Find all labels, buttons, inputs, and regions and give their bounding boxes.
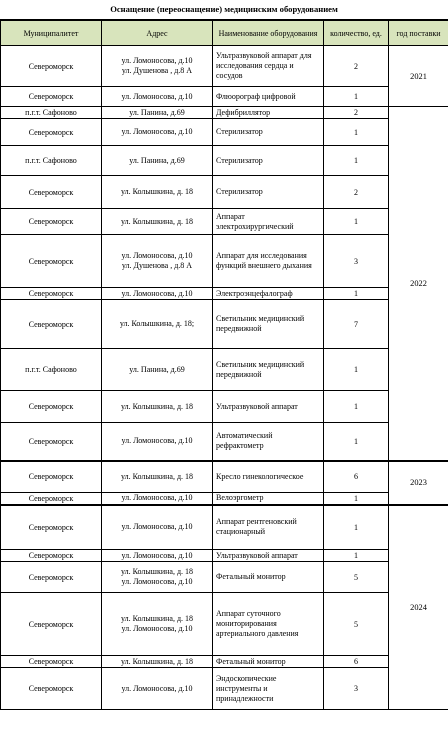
cell-address — [102, 209, 213, 235]
column-header-year: год поставки — [389, 21, 448, 46]
cell-municipality: Североморск — [1, 119, 102, 146]
cell-quantity: 2 — [324, 46, 389, 87]
cell-address — [102, 46, 213, 87]
cell-equipment: Аппарат для исследования функций внешнего дыхания — [213, 235, 324, 288]
cell-equipment: Ультразвуковой аппарат — [213, 550, 324, 562]
table-row — [1, 349, 448, 391]
cell-municipality: Североморск — [1, 209, 102, 235]
cell-municipality: Североморск — [1, 550, 102, 562]
cell-equipment: Аппарат рентгеновский стационарный — [213, 505, 324, 550]
address-line: ул. Ломоносова, д.10 — [121, 624, 193, 633]
cell-address — [102, 423, 213, 461]
table-body — [1, 46, 448, 710]
table-row — [1, 87, 448, 107]
table-row — [1, 461, 448, 493]
address-line: ул. Ломоносова, д.10 — [121, 288, 193, 298]
address-line: ул. Колышкина, д. 18 — [120, 216, 194, 226]
address-line: ул. Колышкина, д. 18 — [120, 614, 194, 623]
address-line: ул. Панина, д.69 — [129, 155, 185, 165]
cell-quantity: 5 — [324, 593, 389, 656]
address-line: ул. Ломоносова, д.10 — [121, 251, 193, 260]
cell-address — [102, 550, 213, 562]
cell-quantity: 1 — [324, 87, 389, 107]
cell-equipment: Автоматический рефрактометр — [213, 423, 324, 461]
cell-year: 2022 — [389, 107, 448, 461]
cell-address — [102, 391, 213, 423]
cell-equipment: Стерилизатор — [213, 119, 324, 146]
address-line: ул. Ломоносова, д.10 — [121, 127, 193, 136]
address-line: ул. Ломоносова, д.10 — [121, 522, 193, 532]
address-line: ул. Ломоносова, д.10 — [121, 550, 193, 560]
cell-address — [102, 562, 213, 593]
table-row — [1, 391, 448, 423]
cell-quantity: 1 — [324, 493, 389, 505]
table-row — [1, 300, 448, 349]
cell-year: 2024 — [389, 505, 448, 710]
cell-municipality: Североморск — [1, 391, 102, 423]
cell-equipment: Флюорограф цифровой — [213, 87, 324, 107]
cell-quantity: 2 — [324, 176, 389, 209]
address-line: ул. Колышкина, д. 18 — [120, 187, 194, 196]
table-row — [1, 423, 448, 461]
cell-municipality: Североморск — [1, 461, 102, 493]
cell-address — [102, 493, 213, 505]
cell-quantity: 6 — [324, 656, 389, 668]
cell-equipment: Дефибриллятор — [213, 107, 324, 119]
cell-quantity: 3 — [324, 668, 389, 710]
cell-quantity: 3 — [324, 235, 389, 288]
column-header-municipality: Муниципалитет — [1, 21, 102, 46]
cell-equipment: Светильник медицинский передвижной — [213, 300, 324, 349]
cell-address — [102, 349, 213, 391]
table-row — [1, 505, 448, 550]
cell-equipment: Велоэргометр — [213, 493, 324, 505]
cell-address — [102, 119, 213, 146]
cell-address — [102, 146, 213, 176]
cell-municipality: Североморск — [1, 235, 102, 288]
cell-municipality: Североморск — [1, 87, 102, 107]
cell-municipality: Североморск — [1, 668, 102, 710]
column-header-equipment: Наименование оборудования — [213, 21, 324, 46]
cell-municipality: Североморск — [1, 593, 102, 656]
table-row — [1, 235, 448, 288]
cell-address — [102, 593, 213, 656]
cell-year: 2021 — [389, 46, 448, 107]
cell-quantity: 2 — [324, 107, 389, 119]
table-row — [1, 668, 448, 710]
cell-equipment: Фетальный монитор — [213, 656, 324, 668]
cell-quantity: 1 — [324, 550, 389, 562]
address-line: ул. Панина, д.69 — [129, 107, 185, 117]
cell-quantity: 1 — [324, 119, 389, 146]
cell-address — [102, 300, 213, 349]
table-row — [1, 146, 448, 176]
cell-quantity: 1 — [324, 349, 389, 391]
address-line: ул. Душенова , д.8 А — [121, 66, 193, 75]
address-line: ул. Колышкина, д. 18 — [120, 656, 194, 666]
address-line: ул. Колышкина, д. 18 — [120, 471, 194, 481]
address-line: ул. Ломоносова, д.10 — [121, 577, 193, 586]
table-row — [1, 107, 448, 119]
table-row — [1, 119, 448, 146]
cell-municipality: Североморск — [1, 46, 102, 87]
cell-quantity: 5 — [324, 562, 389, 593]
cell-equipment: Эндоскопические инструменты и принадлежности — [213, 668, 324, 710]
cell-municipality: п.г.т. Сафоново — [1, 107, 102, 119]
cell-quantity: 6 — [324, 461, 389, 493]
column-header-address: Адрес — [102, 21, 213, 46]
cell-address — [102, 505, 213, 550]
cell-equipment: Кресло гинекологическое — [213, 461, 324, 493]
cell-municipality: Североморск — [1, 423, 102, 461]
table-title: Оснащение (переоснащение) медицинским оборудованием — [0, 0, 448, 20]
cell-municipality: п.г.т. Сафоново — [1, 146, 102, 176]
address-line: ул. Колышкина, д. 18 — [120, 567, 194, 576]
cell-address — [102, 668, 213, 710]
cell-address — [102, 87, 213, 107]
cell-address — [102, 461, 213, 493]
equipment-table — [0, 20, 448, 710]
cell-equipment: Ультразвуковой аппарат для исследования сердца и сосудов — [213, 46, 324, 87]
cell-equipment: Ультразвуковой аппарат — [213, 391, 324, 423]
cell-municipality: Североморск — [1, 562, 102, 593]
cell-quantity: 1 — [324, 209, 389, 235]
cell-quantity: 1 — [324, 423, 389, 461]
cell-address — [102, 176, 213, 209]
cell-equipment: Фетальный монитор — [213, 562, 324, 593]
cell-quantity: 1 — [324, 288, 389, 300]
address-line: ул. Душенова , д.8 А — [121, 261, 193, 270]
address-line: ул. Колышкина, д. 18 — [120, 401, 194, 411]
cell-equipment: Стерилизатор — [213, 176, 324, 209]
column-header-quantity: количество, ед. — [324, 21, 389, 46]
cell-quantity: 1 — [324, 505, 389, 550]
cell-equipment: Аппарат суточного мониторирования артериального давления — [213, 593, 324, 656]
cell-address — [102, 107, 213, 119]
table-row — [1, 493, 448, 505]
table-row — [1, 593, 448, 656]
table-row — [1, 656, 448, 668]
table-row — [1, 288, 448, 300]
address-line: ул. Ломоносова, д.10 — [121, 56, 193, 65]
cell-equipment: Электроэнцефалограф — [213, 288, 324, 300]
cell-year: 2023 — [389, 461, 448, 505]
cell-equipment: Светильник медицинский передвижной — [213, 349, 324, 391]
address-line: ул. Колышкина, д. 18; — [119, 319, 195, 328]
cell-address — [102, 656, 213, 668]
cell-municipality: Североморск — [1, 288, 102, 300]
cell-municipality: Североморск — [1, 176, 102, 209]
address-line: ул. Ломоносова, д.10 — [121, 493, 193, 503]
cell-municipality: Североморск — [1, 493, 102, 505]
cell-municipality: Североморск — [1, 505, 102, 550]
cell-equipment: Аппарат электрохирургический — [213, 209, 324, 235]
cell-quantity: 1 — [324, 146, 389, 176]
cell-equipment: Стерилизатор — [213, 146, 324, 176]
address-line: ул. Ломоносова, д.10 — [121, 436, 193, 446]
cell-municipality: Североморск — [1, 656, 102, 668]
header-row — [1, 21, 448, 46]
address-line: ул. Ломоносова, д.10 — [121, 91, 193, 101]
table-row — [1, 176, 448, 209]
cell-municipality: Североморск — [1, 300, 102, 349]
cell-address — [102, 288, 213, 300]
table-row — [1, 562, 448, 593]
cell-quantity: 1 — [324, 391, 389, 423]
cell-municipality: п.г.т. Сафоново — [1, 349, 102, 391]
table-row — [1, 46, 448, 87]
table-row — [1, 550, 448, 562]
table-row — [1, 209, 448, 235]
cell-address — [102, 235, 213, 288]
address-line: ул. Ломоносова, д.10 — [121, 683, 193, 693]
address-line: ул. Панина, д.69 — [129, 364, 185, 374]
cell-quantity: 7 — [324, 300, 389, 349]
